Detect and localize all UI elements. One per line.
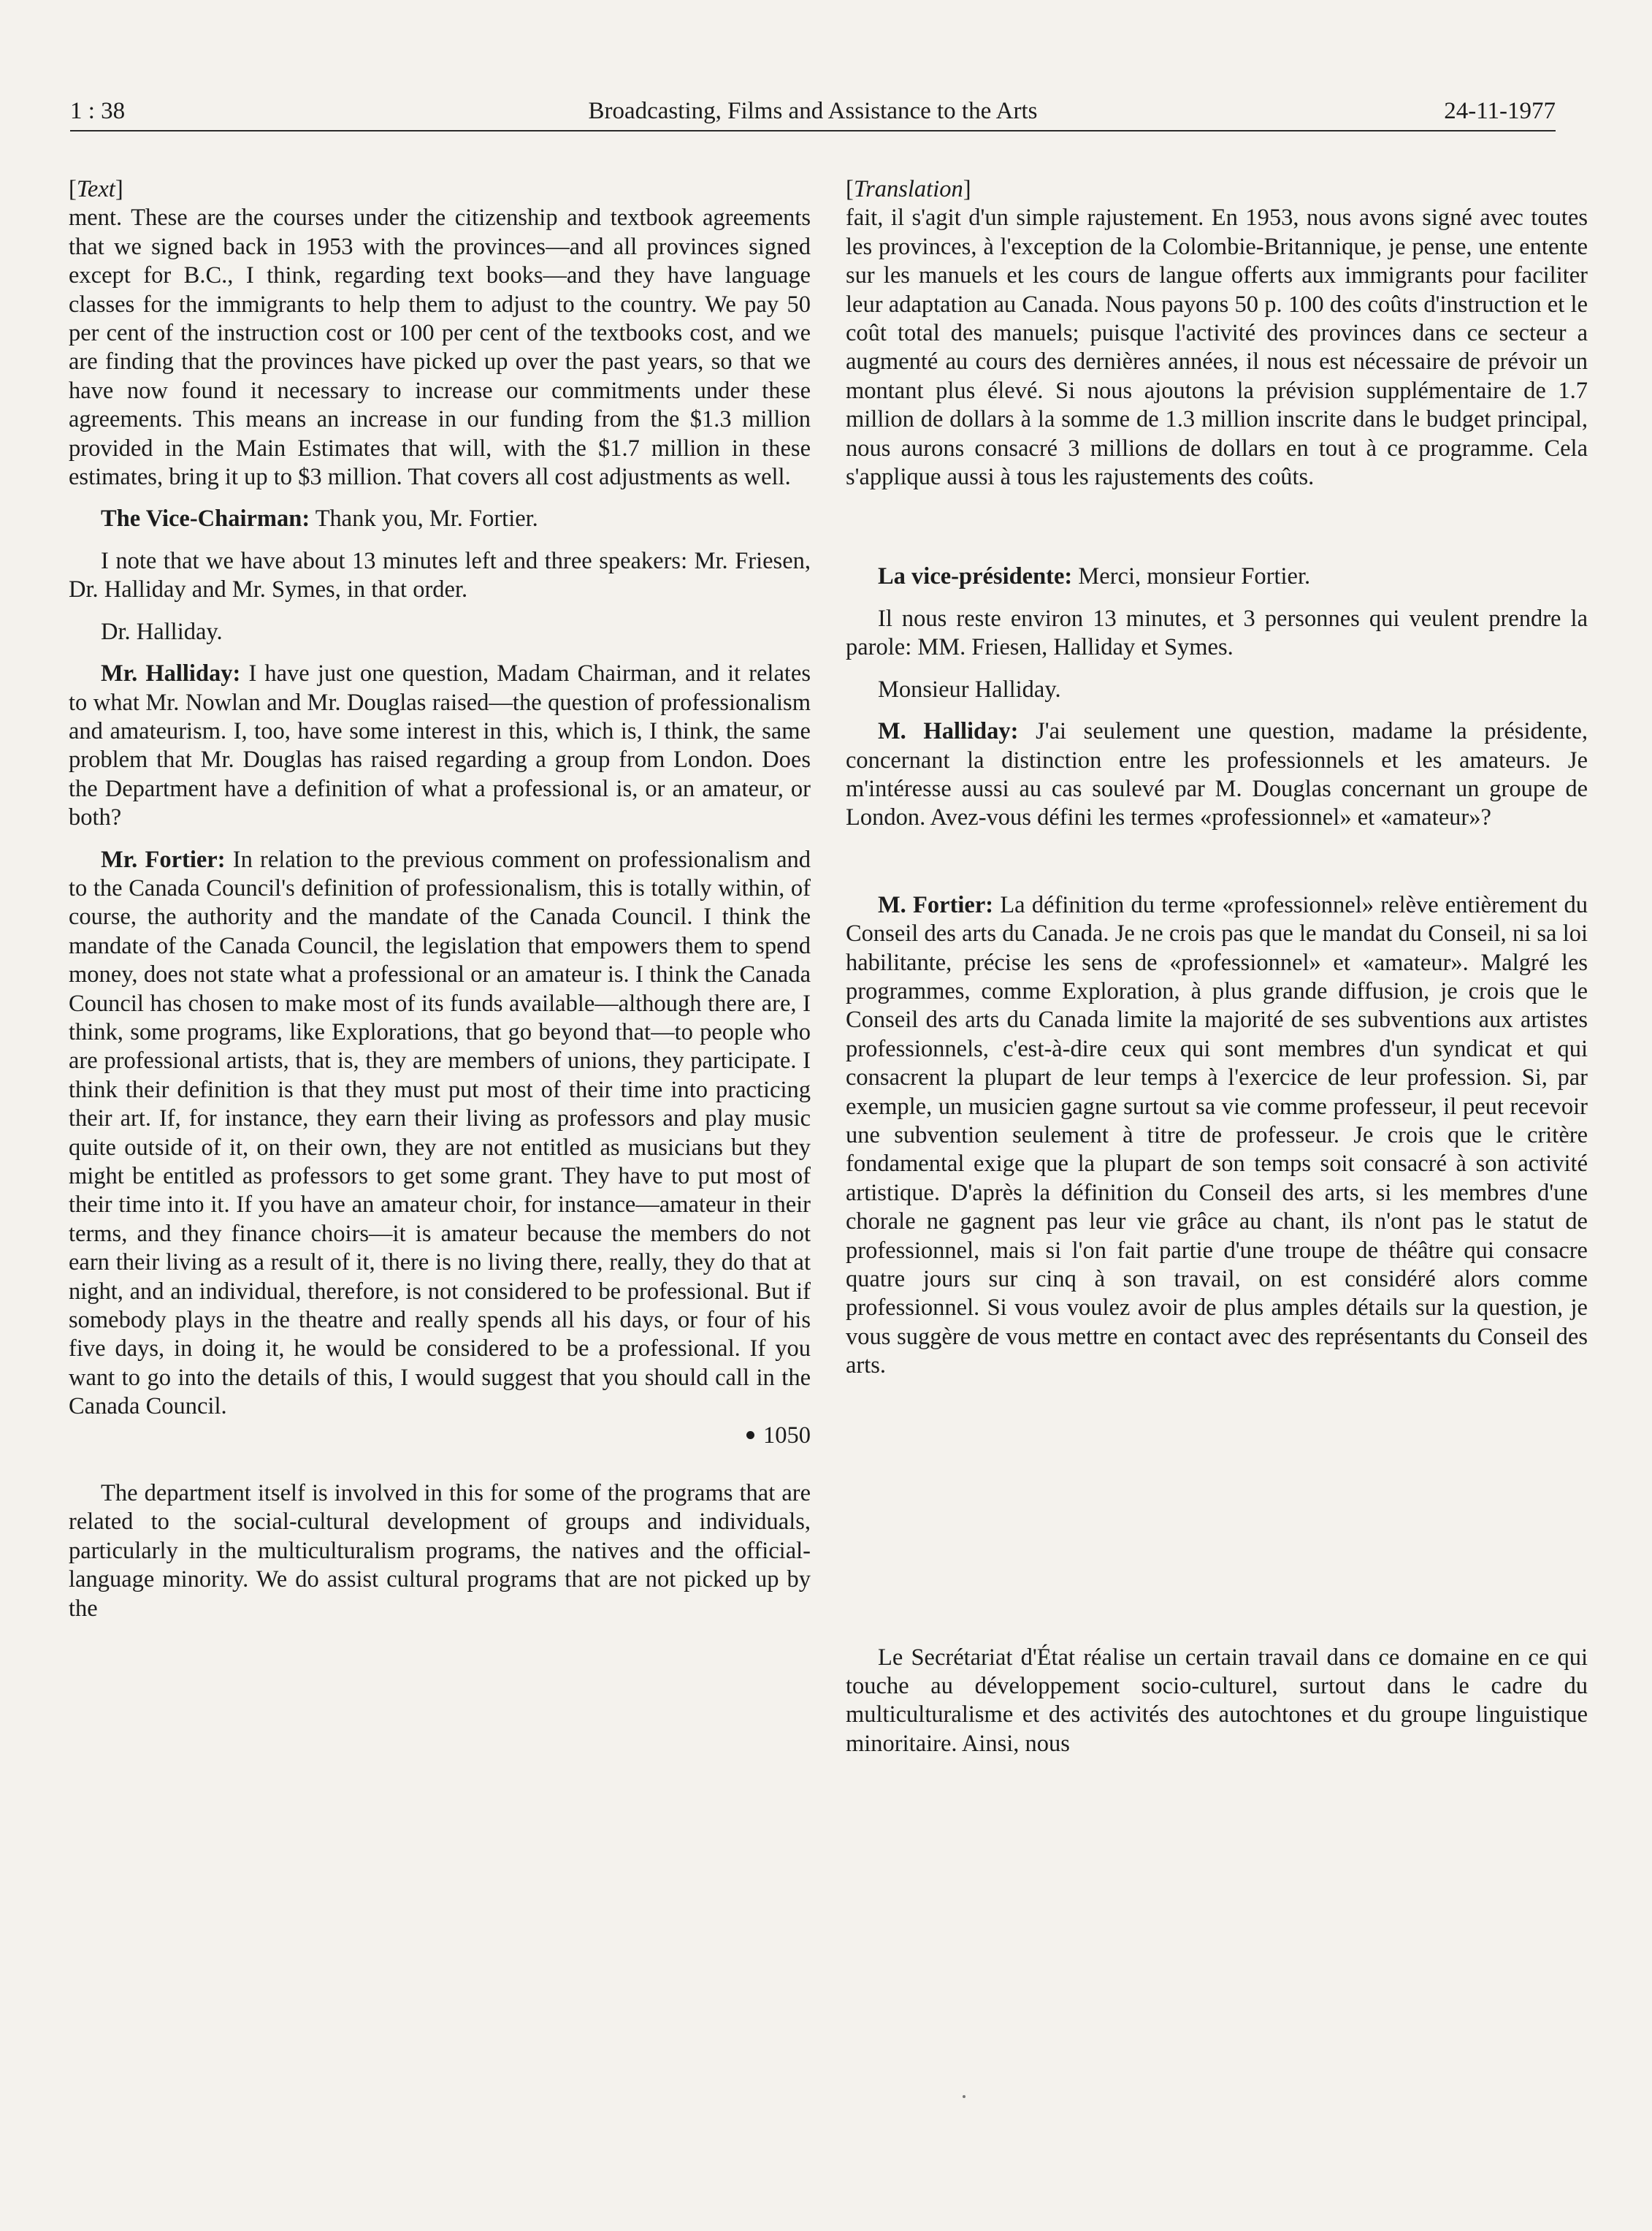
paragraph-call-speaker: Dr. Halliday.	[101, 618, 223, 645]
paragraph-time-note: I note that we have about 13 minutes left and three speakers: Mr. Friesen, Dr. Halliday and Mr. Symes, in that order.	[69, 547, 811, 603]
paragraph-department: The department itself is involved in this for some of the programs that are related to the social-cultural development of groups and individuals, particularly in the multiculturalism programs, the natives and the official-language minority. We do assist cultural programs that are not picked up by the	[69, 1480, 811, 1622]
paragraph-halliday	[69, 660, 811, 832]
english-column-label	[69, 175, 811, 204]
speech-text: La définition du terme «professionnel» relève entièrement du Conseil des arts du Canada. Je ne crois pas que le mandat du Conseil, ni sa loi habilitante, précise les sens de «professionnel» et «amateur». Malgré les programmes, comme Exploration, à plus grande diffusion, je crois que le Conseil des arts du Canada limite la majorité de ses subventions aux artistes professionnels, c'est-à-dire ceux qui sont membres d'un syndicat et qui consacrent la plupart de leur temps à l'exercice de leur profession. Si, par exemple, un musicien gagne surtout sa vie comme professeur, il peut recevoir une subvention seulement à titre de professeur. Je crois que le critère fondamental exige que la plupart de son temps soit consacré à son activité artistique. D'après la définition du Conseil des arts, si les membres d'une chorale ne gagnent pas leur vie grâce au chant, ils n'ont pas le statut de professionnel, mais si l'on fait partie d'une troupe de théâtre qui consacre quatre jours sur cinq à son travail, on est considéré alors comme professionnel. Si vous voulez avoir de plus amples détails sur la question, je vous suggère de vous mettre en contact avec des représentants du Conseil des arts.	[846, 891, 1588, 1379]
english-column	[69, 175, 811, 2085]
paragraph-secretariat: Le Secrétariat d'État réalise un certain travail dans ce domaine en ce qui touche au développement socio-culturel, surtout dans le cadre du multiculturalisme et des activités des autochtones et du groupe linguistique minoritaire. Ainsi, nous	[846, 1644, 1588, 1757]
speaker-name: La vice-présidente:	[878, 563, 1073, 590]
french-column-label	[846, 175, 1588, 204]
session-date: 24-11-1977	[1444, 98, 1556, 124]
paragraph-continuation: ment. These are the courses under the citizenship and textbook agreements that we signed back in 1953 with the provinces—and all provinces signed except for B.C., I think, regarding text books—and they have language classes for the immigrants to help them to adjust to the country. We pay 50 per cent of the instruction cost or 100 per cent of the textbooks cost, and we are finding that the provinces have picked up over the past years, so that we have now found it necessary to increase our commitments under these agreements. This means an increase in our funding from the $1.3 million provided in the Main Estimates that will, with the $1.7 million in these estimates, bring it up to $3 million. That covers all cost adjustments as well.	[69, 205, 811, 491]
speaker-name: The Vice-Chairman:	[101, 506, 310, 533]
speech-text: J'ai seulement une question, madame la présidente, concernant la distinction entre les professionnels et les amateurs. Je m'intéresse aussi au cas soulevé par M. Douglas concernant un groupe de London. Avez-vous défini les termes «professionnel» et «amateur»?	[846, 718, 1588, 831]
label-bracket-open: [	[846, 176, 854, 202]
speech-text: I have just one question, Madam Chairman, and it relates to what Mr. Nowlan and Mr. Douglas raised—the question of professionalism and amateurism. I, too, have some interest in this, which is, I think, the same problem that Mr. Douglas has raised regarding a group from London. Does the Department have a definition of what a professional is, or an amateur, or both?	[69, 660, 811, 831]
label-text: Translation	[853, 176, 963, 202]
paragraph-fortier	[846, 891, 1588, 1381]
speaker-name: Mr. Fortier:	[101, 846, 226, 873]
label-text: Text	[76, 176, 115, 202]
speaker-name: M. Halliday:	[878, 718, 1019, 745]
stray-dot	[963, 2095, 965, 2098]
publication-title: Broadcasting, Films and Assistance to the Arts	[588, 98, 1038, 124]
french-column	[846, 175, 1588, 2085]
paragraph-vice-presidente	[846, 562, 1588, 591]
time-marker-value: 1050	[763, 1422, 811, 1449]
paragraph-call-speaker: Monsieur Halliday.	[878, 676, 1061, 703]
label-bracket-close: ]	[963, 176, 971, 202]
paragraph-continuation: fait, il s'agit d'un simple rajustement. En 1953, nous avons signé avec toutes les provinces, à l'exception de la Colombie-Britannique, je pense, une entente sur les manuels et les cours de langue offerts aux immigrants pour faciliter leur adaptation au Canada. Nous payons 50 p. 100 des coûts d'instruction et le coût total des manuels; puisque l'activité des provinces dans ce secteur a augmenté au cours des dernières années, il nous est nécessaire de prévoir un montant plus élevé. Si nous ajoutons la prévision supplémentaire de 1.7 million de dollars à la somme de 1.3 million inscrite dans le budget principal, nous aurons consacré 3 millions de dollars en tout à ce programme. Cela s'applique aussi à tous les rajustements des coûts.	[846, 205, 1588, 491]
speech-text: In relation to the previous comment on professionalism and to the Canada Council's definition of professionalism, this is totally within, of course, the authority and the mandate of the Canada Council. I think the mandate of the Canada Council, the legislation that empowers them to spend money, does not state what a professional or an amateur is. I think the Canada Council has chosen to make most of its funds available—although there are, I think, some programs, like Explorations, that go beyond that—to people who are professional artists, that is, they are members of unions, they participate. I think their definition is that they must put most of their time into practicing their art. If, for instance, they earn their living as professors and play music quite outside of it, on their own, they are not entitled as musicians but they might be entitled as professors to get some grant. They have to put most of their time into it. If you have an amateur choir, for instance—amateur in their terms, and they finance choirs—it is amateur because the members do not earn their living as a result of it, there is no living there, really, they do that at night, and an individual, therefore, is not considered to be professional. But if somebody plays in the theatre and really spends all his days, or four of his five days, in doing it, he would be considered to be a professional. If you want to go into the details of this, I would suggest that you should call in the Canada Council.	[69, 846, 811, 1420]
paragraph-fortier	[69, 846, 811, 1422]
page-number: 1 : 38	[70, 98, 126, 124]
label-bracket-open: [	[69, 176, 77, 202]
paragraph-time-note: Il nous reste environ 13 minutes, et 3 personnes qui veulent prendre la parole: MM. Friesen, Halliday et Symes.	[846, 605, 1588, 661]
running-header	[70, 92, 1556, 131]
label-bracket-close: ]	[115, 176, 123, 202]
speech-text: Merci, monsieur Fortier.	[1072, 563, 1311, 590]
paragraph-vice-chairman	[69, 505, 811, 533]
bullet-icon	[746, 1431, 754, 1439]
speaker-name: M. Fortier:	[878, 891, 994, 918]
speaker-name: Mr. Halliday:	[101, 660, 241, 687]
paragraph-halliday	[846, 717, 1588, 833]
time-marker	[69, 1422, 811, 1450]
speech-text: Thank you, Mr. Fortier.	[310, 506, 538, 533]
